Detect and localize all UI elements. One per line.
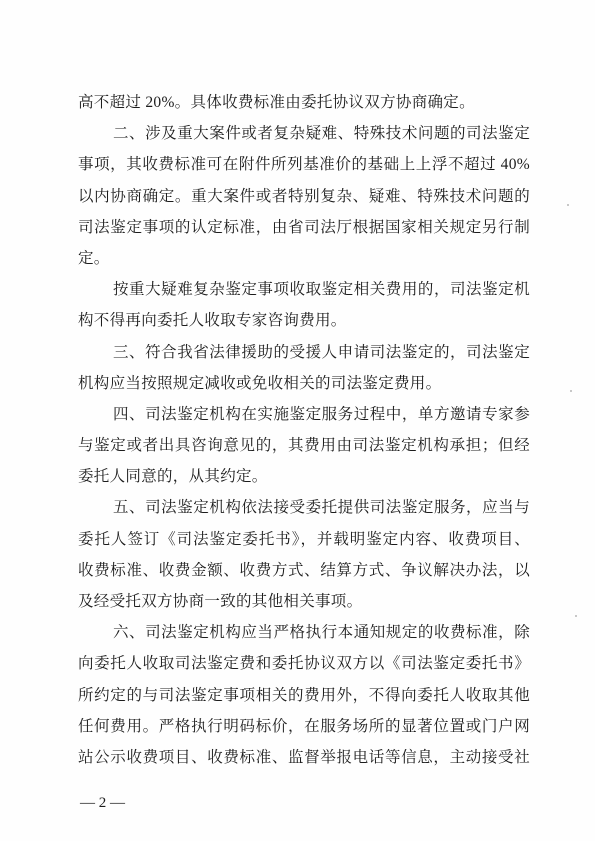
- paragraph: [78, 337, 530, 399]
- text-line: 高不超过 20%。具体收费标准由委托协议双方协商确定。: [78, 94, 475, 111]
- text-line: 定。: [78, 249, 110, 267]
- text-line: 收费标准、收费金额、收费方式、结算方式、争议解决办法，以: [78, 561, 530, 579]
- text-line: 四、司法鉴定机构在实施鉴定服务过程中，单方邀请专家参: [113, 405, 530, 423]
- text-line: 以内协商确定。重大案件或者特别复杂、疑难、特殊技术问题的: [78, 187, 530, 205]
- text-line: 按重大疑难复杂鉴定事项收取鉴定相关费用的，司法鉴定机: [113, 281, 530, 299]
- scan-speck: [575, 615, 577, 617]
- text-line: 向委托人收取司法鉴定费和委托协议双方以《司法鉴定委托书》: [78, 655, 530, 673]
- paragraph: [78, 274, 530, 336]
- text-line: 五、司法鉴定机构依法接受委托提供司法鉴定服务，应当与: [113, 499, 530, 517]
- text-line: 委托人签订《司法鉴定委托书》，并载明鉴定内容、收费项目、: [78, 530, 530, 548]
- scan-speck: [567, 204, 569, 206]
- text-line: 三、符合我省法律援助的受援人申请司法鉴定的，司法鉴定: [113, 343, 530, 361]
- text-line: 与鉴定或者出具咨询意见的，其费用由司法鉴定机构承担；但经: [78, 437, 530, 455]
- text-line: 及经受托双方协商一致的其他相关事项。: [78, 593, 363, 610]
- page-number: — 2 —: [80, 795, 125, 811]
- text-line: 站公示收费项目、收费标准、监督举报电话等信息，主动接受社: [78, 748, 530, 766]
- scan-speck: [570, 390, 572, 392]
- text-line: 委托人同意的，从其约定。: [78, 468, 268, 486]
- text-line: 司法鉴定事项的认定标准，由省司法厅根据国家相关规定另行制: [78, 218, 530, 236]
- paragraph: [78, 118, 530, 274]
- text-line: 所约定的与司法鉴定事项相关的费用外，不得向委托人收取其他: [78, 686, 530, 704]
- paragraph: [78, 492, 530, 617]
- text-line: 六、司法鉴定机构应当严格执行本通知规定的收费标准，除: [113, 624, 530, 642]
- text-line: 任何费用。严格执行明码标价，在服务场所的显著位置或门户网: [78, 717, 530, 735]
- paragraph: [78, 87, 530, 118]
- paragraph: [78, 617, 530, 773]
- paragraph: [78, 399, 530, 493]
- body-text: [78, 87, 530, 773]
- text-line: 机构应当按照规定减收或免收相关的司法鉴定费用。: [78, 374, 442, 392]
- text-line: 构不得再向委托人收取专家咨询费用。: [78, 312, 347, 330]
- text-line: 二、涉及重大案件或者复杂疑难、特殊技术问题的司法鉴定: [113, 125, 530, 143]
- text-line: 事项，其收费标准可在附件所列基准价的基础上上浮不超过 40%: [78, 156, 530, 174]
